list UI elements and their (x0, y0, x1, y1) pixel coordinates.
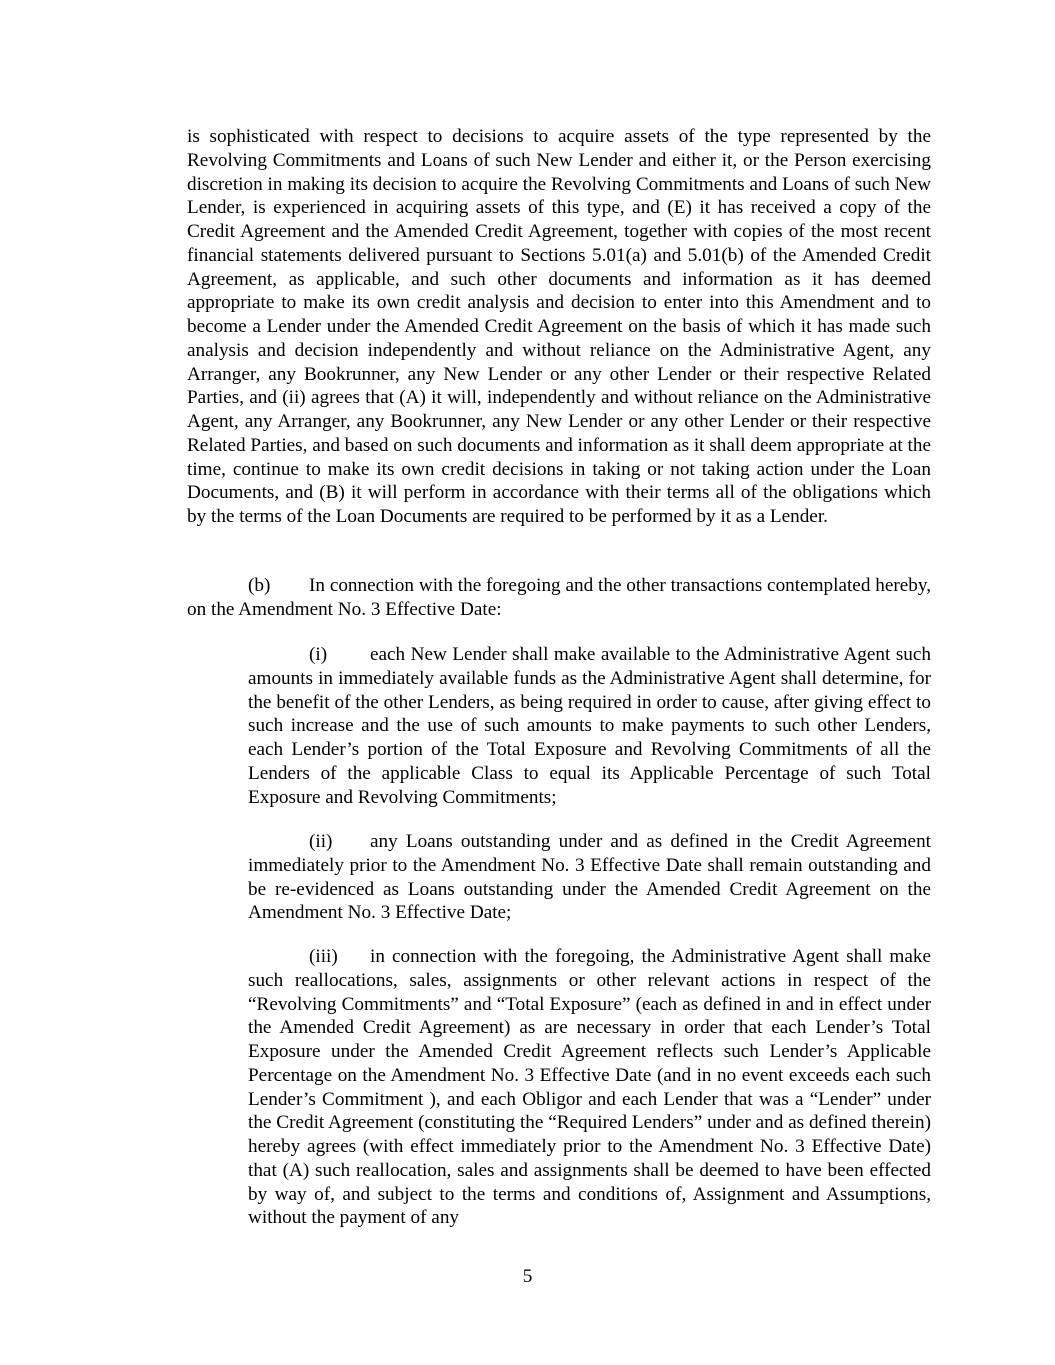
subsection-iii-paragraph (248, 945, 931, 1230)
section-b-label: (b) (248, 575, 271, 596)
subsection-i-paragraph (248, 643, 931, 809)
subsection-i-label: (i) (309, 644, 328, 665)
page-number: 5 (522, 1266, 533, 1287)
subsection-iii-text: in connection with the foregoing, the Administrative Agent shall make such reallocations, sales, assignments or other relevant actions in respect of the “Revolving Commitments” and “Total Exposure” (each as defined in and in effect under the Amended Credit Agreement) as are necessary in order that each Lender’s Total Exposure under the Amended Credit Agreement reflects such Lender’s Applicable Percentage on the Amendment No. 3 Effective Date (and in no event exceeds each such Lender’s Commitment ), and each Obligor and each Lender that was a “Lender” under the Credit Agreement (constituting the “Required Lenders” under and as defined therein) hereby agrees (with effect immediately prior to the Amendment No. 3 Effective Date) that (A) such reallocation, sales and assignments shall be deemed to have been effected by way of, and subject to the terms and conditions of, Assignment and Assumptions, without the payment of any (248, 946, 931, 1229)
subsection-iii-label: (iii) (309, 946, 338, 967)
subsection-i-text: each New Lender shall make available to the Administrative Agent such amounts in immediately available funds as the Administrative Agent shall determine, for the benefit of the other Lenders, as being required in order to cause, after giving effect to such increase and the use of such amounts to make payments to such other Lenders, each Lender’s portion of the Total Exposure and Revolving Commitments of all the Lenders of the applicable Class to equal its Applicable Percentage of such Total Exposure and Revolving Commitments; (248, 644, 931, 808)
section-b-text: In connection with the foregoing and the other transactions contemplated hereby, on the Amendment No. 3 Effective Date: (187, 575, 931, 620)
section-b-paragraph (187, 574, 931, 622)
intro-paragraph: is sophisticated with respect to decisions to acquire assets of the type represented by the Revolving Commitments and Loans of such New Lender and either it, or the Person exercising discretion in making its decision to acquire the Revolving Commitments and Loans of such New Lender, is experienced in acquiring assets of this type, and (E) it has received a copy of the Credit Agreement and the Amended Credit Agreement, together with copies of the most recent financial statements delivered pursuant to Sections 5.01(a) and 5.01(b) of the Amended Credit Agreement, as applicable, and such other documents and information as it has deemed appropriate to make its own credit analysis and decision to enter into this Amendment and to become a Lender under the Amended Credit Agreement on the basis of which it has made such analysis and decision independently and without reliance on the Administrative Agent, any Arranger, any Bookrunner, any New Lender or any other Lender or their respective Related Parties, and (ii) agrees that (A) it will, independently and without reliance on the Administrative Agent, any Arranger, any Bookrunner, any New Lender or any other Lender or their respective Related Parties, and based on such documents and information as it shall deem appropriate at the time, continue to make its own credit decisions in taking or not taking action under the Loan Documents, and (B) it will perform in accordance with their terms all of the obligations which by the terms of the Loan Documents are required to be performed by it as a Lender. (187, 126, 931, 527)
subsection-ii-label: (ii) (309, 831, 333, 852)
subsection-ii-paragraph (248, 830, 931, 925)
subsection-ii-text: any Loans outstanding under and as defined in the Credit Agreement immediately prior to the Amendment No. 3 Effective Date shall remain outstanding and be re-evidenced as Loans outstanding under the Amended Credit Agreement on the Amendment No. 3 Effective Date; (248, 831, 931, 924)
